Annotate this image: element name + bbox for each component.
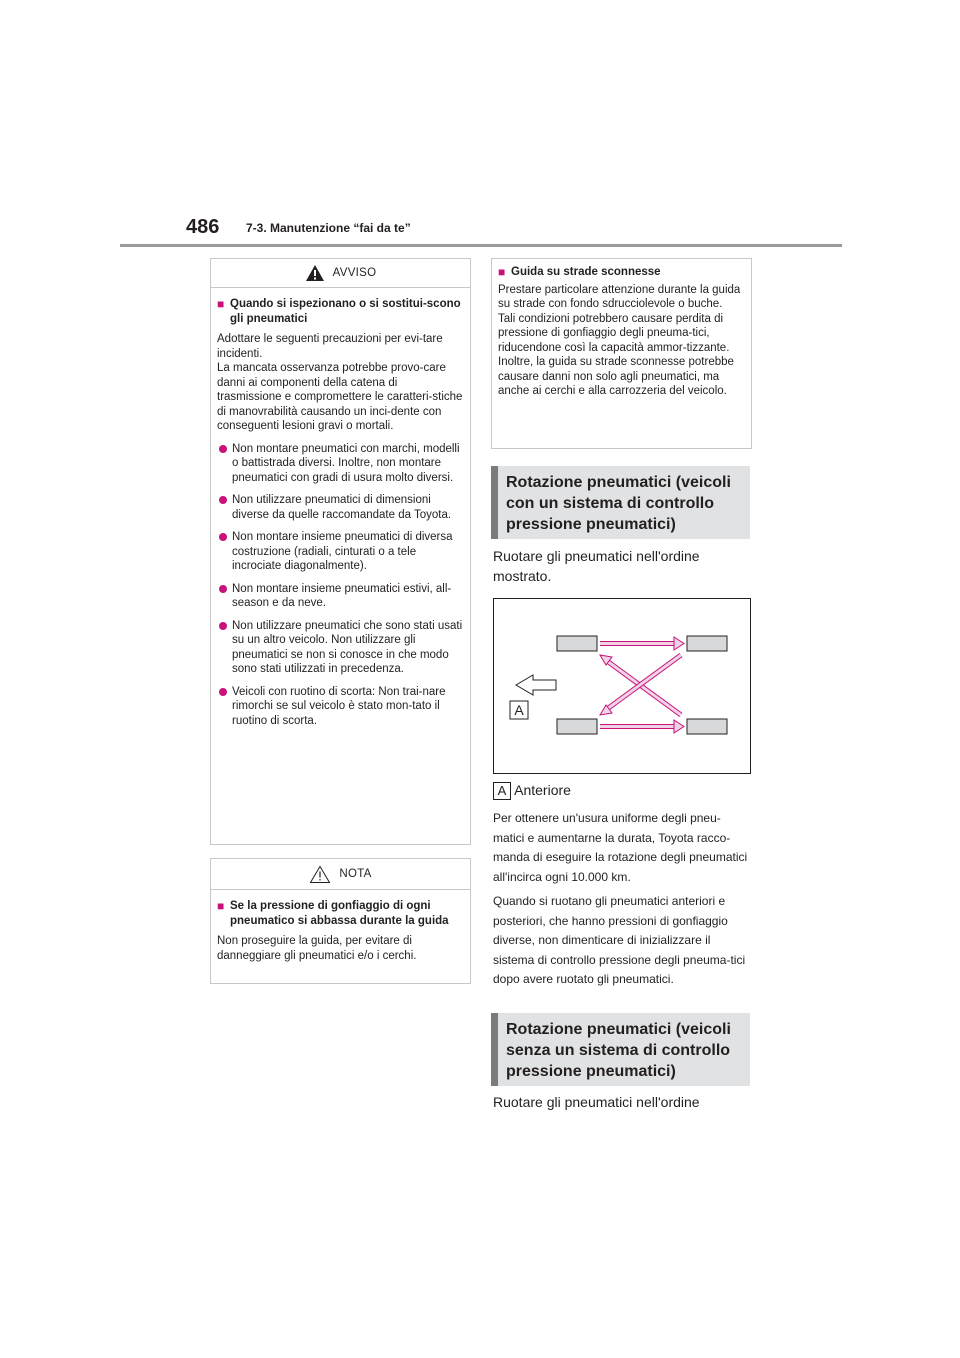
diagram-label-a: A xyxy=(514,702,524,718)
list-item: Non montare insieme pneumatici estivi, all-season e da neve. xyxy=(217,582,464,611)
front-direction-arrow-icon xyxy=(516,675,556,695)
arrow-front-left-to-front-right xyxy=(600,720,684,733)
warning-intro: Adottare le seguenti precauzioni per evi-tare incidenti. xyxy=(217,333,443,360)
warning-subheading: ■ Quando si ispezionano o si sostitui-scono gli pneumatici xyxy=(217,297,461,325)
tire-rotation-diagram xyxy=(493,598,751,774)
list-item: Non montare insieme pneumatici di diversa costruzione (radiali, cinturati o a tele incrociate diagonalmente). xyxy=(217,530,464,574)
bullet-icon xyxy=(219,496,227,504)
caution-icon xyxy=(309,865,331,884)
bullet-icon xyxy=(219,688,227,696)
note-subheading: ■ Se la pressione di gonfiaggio di ogni pneumatico si abbassa durante la guida xyxy=(217,899,449,927)
tire-front-left xyxy=(557,719,597,734)
tire-front-right xyxy=(687,719,727,734)
square-bullet-icon: ■ xyxy=(217,899,225,913)
tire-rear-left xyxy=(557,636,597,651)
list-item: Non utilizzare pneumatici di dimensioni diverse da quelle raccomandate da Toyota. xyxy=(217,493,464,522)
legend-badge: A xyxy=(493,782,511,800)
rotation-diagram-svg xyxy=(494,599,750,773)
tpms-instruction: Ruotare gli pneumatici nell'ordine mostrato. xyxy=(493,548,700,584)
bullet-icon xyxy=(219,622,227,630)
page-number: 486 xyxy=(186,216,220,238)
warning-icon xyxy=(305,264,325,282)
note-label: NOTA xyxy=(339,868,372,880)
rough-roads-text2: Tali condizioni potrebbero causare perdita di pressione di gonfiaggio degli pneuma-tici, riducendone così la capacità ammor-tizzante. Inoltre, la guida su strade sconnesse potrebbe causare danni non solo agli pneumatici, ma anche ai cerchi e alla carrozzeria del veicolo. xyxy=(498,312,734,397)
warning-header xyxy=(211,259,470,288)
warning-consequence: La mancata osservanza potrebbe provo-care danni ai componenti della catena di trasmissione e compromettere le caratteri-stiche di manovrabilità causando un inci-dente con conseguenti lesioni gravi o mortali. xyxy=(217,362,463,432)
tpms-para2: Quando si ruotano gli pneumatici anteriori e posteriori, che hanno pressioni di gonfiaggio diverse, non dimenticare di inizializzare il sistema di controllo pressione degli pneuma-tici dopo avere ruotato gli pneumatici. xyxy=(493,894,746,986)
note-header xyxy=(211,859,470,890)
bullet-icon xyxy=(219,445,227,453)
tpms-para1: Per ottenere un'usura uniforme degli pneu-matici e aumentarne la durata, Toyota racco-manda di eseguire la rotazione degli pneumatici all'incirca ogni 10.000 km. xyxy=(493,811,748,884)
square-bullet-icon: ■ xyxy=(217,297,225,311)
rough-roads-text1: Prestare particolare attenzione durante la guida su strade con fondo sdrucciolevole o buche. xyxy=(498,283,741,310)
list-item: Veicoli con ruotino di scorta: Non trai-nare rimorchi se sul veicolo è stato mon-tato il ruotino di scorta. xyxy=(217,685,464,729)
note-text: Non proseguire la guida, per evitare di danneggiare gli pneumatici e/o i cerchi. xyxy=(217,935,417,962)
tire-rear-right xyxy=(687,636,727,651)
no-tpms-instruction: Ruotare gli pneumatici nell'ordine xyxy=(493,1094,700,1110)
warning-box xyxy=(210,258,471,845)
arrow-rear-left-to-rear-right xyxy=(600,637,684,650)
list-item: Non montare pneumatici con marchi, modelli o battistrada diversi. Inoltre, non montare pneumatici con gradi di usura molto diversi. xyxy=(217,442,464,486)
section-heading-no-tpms: Rotazione pneumatici (veicoli senza un sistema di controllo pressione pneumatici) xyxy=(491,1013,750,1086)
rough-roads-heading: ■ Guida su strade sconnesse xyxy=(498,265,661,279)
bullet-icon xyxy=(219,533,227,541)
list-item: Non utilizzare pneumatici che sono stati usati su un altro veicolo. Non utilizzare gli pneumatici se non si conosce in che modo sono stati utilizzati in precedenza. xyxy=(217,619,464,677)
note-box xyxy=(210,858,471,984)
section-heading-tpms: Rotazione pneumatici (veicoli con un sistema di controllo pressione pneumatici) xyxy=(491,466,750,539)
square-bullet-icon: ■ xyxy=(498,265,506,279)
warning-label: AVVISO xyxy=(332,267,377,279)
legend-text: Anteriore xyxy=(514,782,571,798)
legend-front xyxy=(493,780,571,800)
section-title: 7-3. Manutenzione “fai da te” xyxy=(246,221,411,235)
header-divider xyxy=(120,244,842,247)
bullet-icon xyxy=(219,585,227,593)
rough-roads-box xyxy=(491,258,752,449)
